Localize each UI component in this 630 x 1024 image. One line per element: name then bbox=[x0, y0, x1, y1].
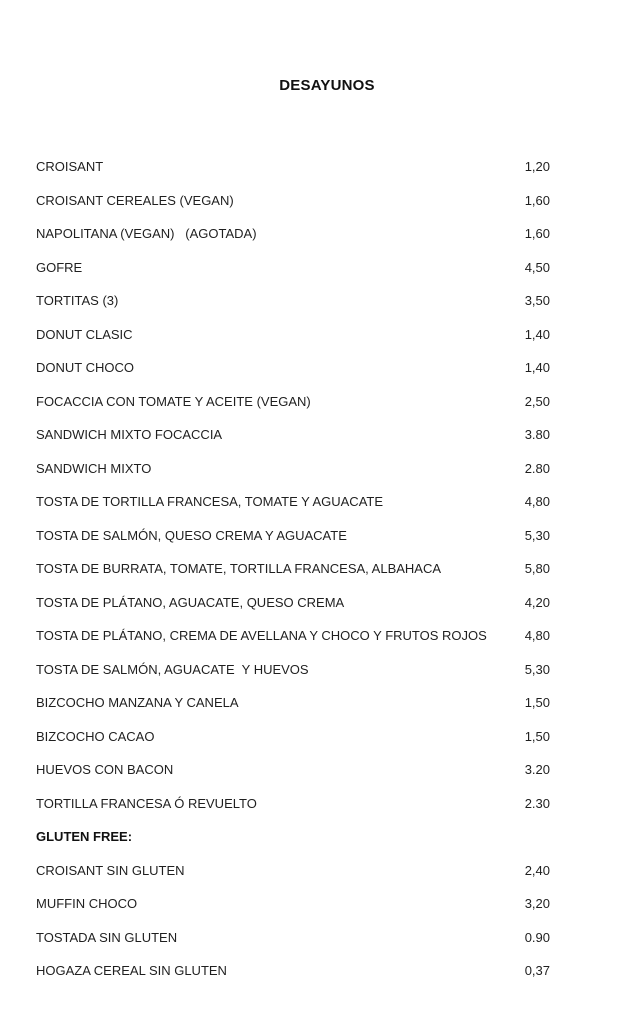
item-price: 0.90 bbox=[524, 929, 550, 945]
item-name: HOGAZA CEREAL SIN GLUTEN bbox=[36, 963, 227, 979]
menu-item bbox=[36, 184, 550, 218]
item-price: 3.20 bbox=[524, 762, 550, 778]
menu-item bbox=[36, 351, 550, 385]
item-name: HUEVOS CON BACON bbox=[36, 762, 174, 778]
menu-item bbox=[36, 854, 550, 888]
item-name: TOSTA DE PLÁTANO, AGUACATE, QUESO CREMA bbox=[36, 594, 345, 610]
item-price: 1,60 bbox=[524, 192, 550, 208]
item-name: TOSTA DE SALMÓN, AGUACATE Y HUEVOS bbox=[36, 661, 309, 677]
item-price: 2.80 bbox=[524, 460, 550, 476]
item-name: CROISANT SIN GLUTEN bbox=[36, 862, 185, 878]
item-price: 1,50 bbox=[524, 695, 550, 711]
item-name: TORTILLA FRANCESA Ó REVUELTO bbox=[36, 795, 257, 811]
menu-list bbox=[36, 150, 550, 988]
item-name: SANDWICH MIXTO FOCACCIA bbox=[36, 427, 223, 443]
menu-item bbox=[36, 150, 550, 184]
menu-item bbox=[36, 485, 550, 519]
item-name: BIZCOCHO CACAO bbox=[36, 728, 155, 744]
item-name: TOSTA DE PLÁTANO, CREMA DE AVELLANA Y CHOCO Y FRUTOS ROJOS bbox=[36, 628, 487, 644]
menu-item bbox=[36, 954, 550, 988]
menu-item bbox=[36, 217, 550, 251]
item-price: 1,40 bbox=[524, 360, 550, 376]
menu-item bbox=[36, 452, 550, 486]
menu-item bbox=[36, 318, 550, 352]
item-name: DONUT CHOCO bbox=[36, 360, 134, 376]
item-price: 3,20 bbox=[524, 896, 550, 912]
item-name: TOSTA DE TORTILLA FRANCESA, TOMATE Y AGUACATE bbox=[36, 494, 384, 510]
item-price: 3,50 bbox=[524, 293, 550, 309]
menu-item bbox=[36, 251, 550, 285]
menu-item bbox=[36, 921, 550, 955]
menu-item bbox=[36, 385, 550, 419]
menu-item bbox=[36, 787, 550, 821]
item-price: 4,20 bbox=[524, 594, 550, 610]
menu-item bbox=[36, 619, 550, 653]
item-name: SANDWICH MIXTO bbox=[36, 460, 152, 476]
item-name: TOSTADA SIN GLUTEN bbox=[36, 929, 178, 945]
menu-item bbox=[36, 887, 550, 921]
item-price: 3.80 bbox=[524, 427, 550, 443]
item-price: 2,50 bbox=[524, 393, 550, 409]
item-price: 4,50 bbox=[524, 259, 550, 275]
item-name: MUFFIN CHOCO bbox=[36, 896, 138, 912]
item-price: 4,80 bbox=[524, 628, 550, 644]
item-name: CROISANT bbox=[36, 159, 104, 175]
page-title: DESAYUNOS bbox=[279, 77, 375, 94]
item-price: 2,40 bbox=[524, 862, 550, 878]
menu-item bbox=[36, 720, 550, 754]
gluten-free-heading: GLUTEN FREE: bbox=[36, 829, 133, 845]
menu-item bbox=[36, 653, 550, 687]
item-price: 1,40 bbox=[524, 326, 550, 342]
item-price: 1,20 bbox=[524, 159, 550, 175]
item-price: 5,30 bbox=[524, 661, 550, 677]
item-price: 1,60 bbox=[524, 226, 550, 242]
menu-item bbox=[36, 552, 550, 586]
item-name: TOSTA DE BURRATA, TOMATE, TORTILLA FRANCESA, ALBAHACA bbox=[36, 561, 442, 577]
menu-item bbox=[36, 686, 550, 720]
item-name: TORTITAS (3) bbox=[36, 293, 119, 309]
item-price: 4,80 bbox=[524, 494, 550, 510]
item-name: BIZCOCHO MANZANA Y CANELA bbox=[36, 695, 239, 711]
menu-item bbox=[36, 519, 550, 553]
item-price: 5,30 bbox=[524, 527, 550, 543]
item-name: TOSTA DE SALMÓN, QUESO CREMA Y AGUACATE bbox=[36, 527, 347, 543]
item-name: NAPOLITANA (VEGAN) (AGOTADA) bbox=[36, 226, 257, 242]
item-name: DONUT CLASIC bbox=[36, 326, 133, 342]
item-price: 2.30 bbox=[524, 795, 550, 811]
item-name: FOCACCIA CON TOMATE Y ACEITE (VEGAN) bbox=[36, 393, 311, 409]
menu-item bbox=[36, 753, 550, 787]
item-price: 0,37 bbox=[524, 963, 550, 979]
menu-item bbox=[36, 284, 550, 318]
item-price: 5,80 bbox=[524, 561, 550, 577]
item-name: CROISANT CEREALES (VEGAN) bbox=[36, 192, 234, 208]
item-name: GOFRE bbox=[36, 259, 83, 275]
item-price: 1,50 bbox=[524, 728, 550, 744]
menu-item bbox=[36, 418, 550, 452]
menu-item bbox=[36, 586, 550, 620]
